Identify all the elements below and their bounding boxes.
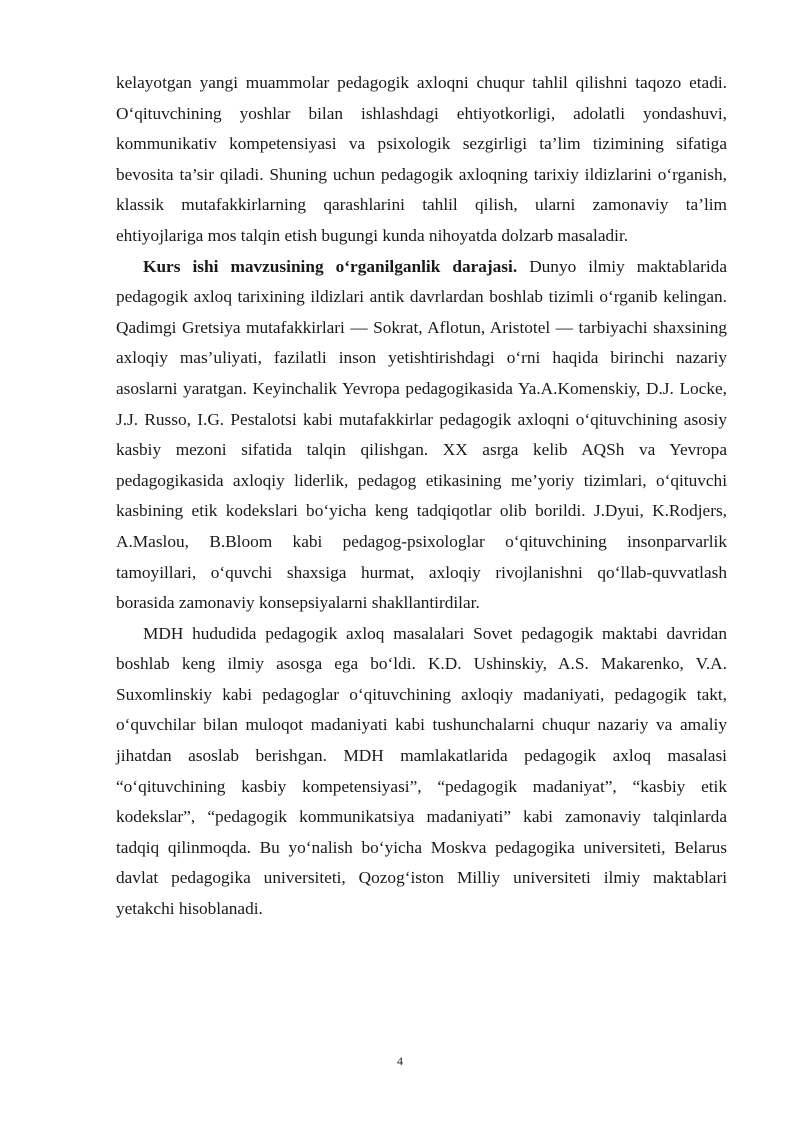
paragraph-continuation: [116, 68, 727, 252]
paragraph-text: MDH hududida pedagogik axloq masalalari Sovet pedagogik maktabi davridan boshlab keng ilmiy asosga ega bo‘ldi. K.D. Ushinskiy, A.S. Makarenko, V.A. Suxomlinskiy kabi pedagoglar o‘qituvchining axloqiy madaniyati, pedagogik takt, o‘quvchilar bilan muloqot madaniyati kabi tushunchalarni chuqur nazariy va amaliy jihatdan asoslab berishgan. MDH mamlakatlarida pedagogik axloq masalasi “o‘qituvchining kasbiy kompetensiyasi”, “pedagogik madaniyat”, “kasbiy etik kodekslar”, “pedagogik kommunikatsiya madaniyati” kabi zamonaviy talqinlarda tadqiq qilinmoqda. Bu yo‘nalish bo‘yicha Moskva pedagogika universiteti, Belarus davlat pedagogika universiteti, Qozog‘iston Milliy universiteti ilmiy maktablari yetakchi hisoblanadi.: [116, 623, 727, 919]
section-heading: Kurs ishi mavzusining o‘rganilganlik darajasi.: [143, 256, 518, 276]
paragraph-cis-research: [116, 619, 727, 925]
page-number: 4: [397, 1054, 403, 1068]
document-page: [116, 68, 727, 925]
paragraph-research-level: [116, 252, 727, 619]
paragraph-text: kelayotgan yangi muammolar pedagogik axloqni chuqur tahlil qilishni taqozo etadi. O‘qituvchining yoshlar bilan ishlashdagi ehtiyotkorligi, adolatli yondashuvi, kommunikativ kompetensiyasi va psixologik sezgirligi ta’lim tizimining sifatiga bevosita ta’sir qiladi. Shuning uchun pedagogik axloqning tarixiy ildizlarini o‘rganish, klassik mutafakkirlarning qarashlarini tahlil qilish, ularni zamonaviy ta’lim ehtiyojlariga mos talqin etish bugungi kunda nihoyatda dolzarb masaladir.: [116, 73, 727, 245]
paragraph-text: Dunyo ilmiy maktablarida pedagogik axloq tarixining ildizlari antik davrlardan boshlab tizimli o‘rganib kelingan. Qadimgi Gretsiya mutafakkirlari — Sokrat, Aflotun, Aristotel — tarbiyachi shaxsining axloqiy mas’uliyati, fazilatli inson yetishtirishdagi o‘rni haqida birinchi nazariy asoslarni yaratgan. Keyinchalik Yevropa pedagogikasida Ya.A.Komenskiy, D.J. Locke, J.J. Russo, I.G. Pestalotsi kabi mutafakkirlar pedagogik axloqni o‘qituvchining asosiy kasbiy mezoni sifatida talqin qilishgan. XX asrga kelib AQSh va Yevropa pedagogikasida axloqiy liderlik, pedagog etikasining me’yoriy tizimlari, o‘qituvchi kasbining etik kodekslari bo‘yicha keng tadqiqotlar olib borildi. J.Dyui, K.Rodjers, A.Maslou, B.Bloom kabi pedagog-psixologlar o‘qituvchining insonparvarlik tamoyillari, o‘quvchi shaxsiga hurmat, axloqiy rivojlanishni qo‘llab-quvvatlash borasida zamonaviy konsepsiyalarni shakllantirdilar.: [116, 256, 727, 613]
